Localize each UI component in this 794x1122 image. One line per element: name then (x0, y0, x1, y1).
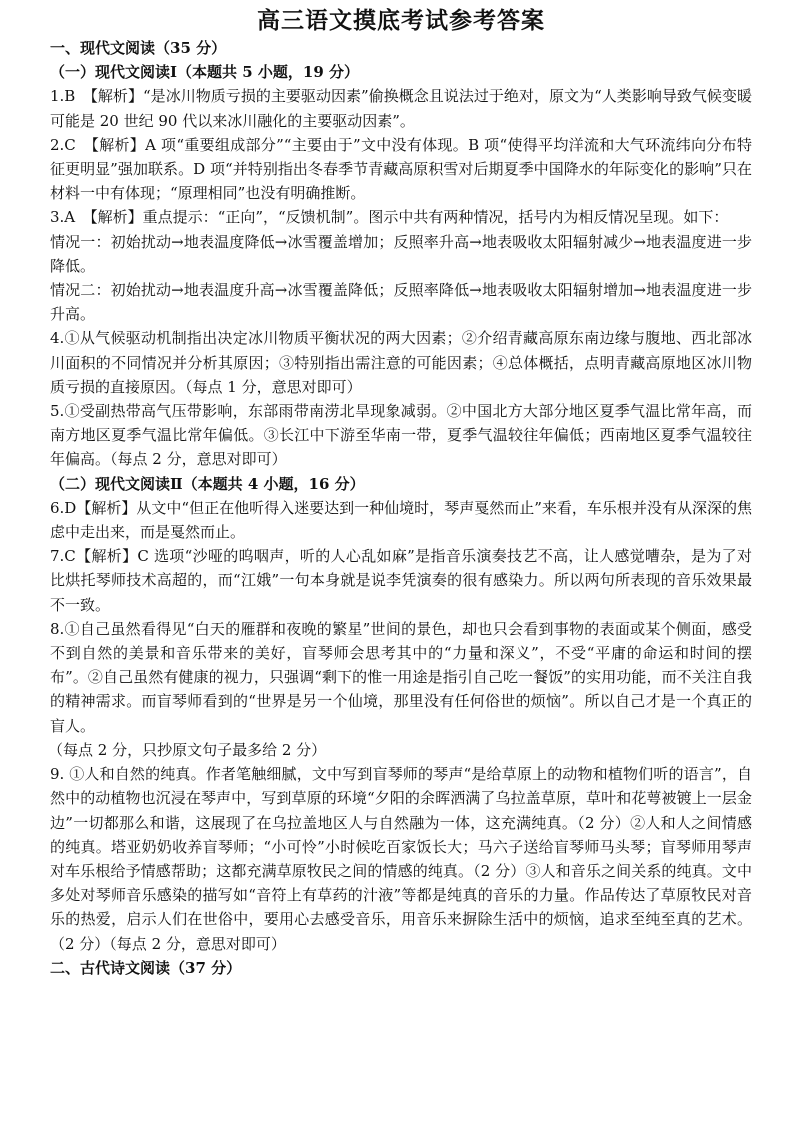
answer-q3: 3.A 【解析】重点提示：“正向”，“反馈机制”。图示中共有两种情况，括号内为相反情况呈现。如下： (50, 208, 729, 227)
answer-q5: 5.①受副热带高气压带影响，东部雨带南涝北旱现象减弱。②中国北方大部分地区夏季气温比常年高，而南方地区夏季气温比常年偏低。③长江中下游至华南一带，夏季气温较往年偏低；西南地区夏季气温较往年偏高。（每点 2 分，意思对即可） (50, 402, 752, 469)
section-heading-modern-reading: 一、现代文阅读（35 分） (50, 39, 227, 57)
answer-q2: 2.C 【解析】A 项“重要组成部分”“主要由于”文中没有体现。B 项“使得平均洋流和大气环流纬向分布特征更明显”强加联系。D 项“并特别指出冬春季节青藏高原积雪对后期夏季中国降水的年际变化的影响”只在材料一中有体现；“原理相同”也没有明确推断。 (50, 135, 752, 203)
answer-q3-case1: 情况一：初始扰动→地表温度降低→冰雪覆盖增加；反照率升高→地表吸收太阳辐射减少→地表温度进一步降低。 (50, 232, 752, 275)
subsection-heading-reading-2: （二）现代文阅读Ⅱ（本题共 4 小题，16 分） (50, 474, 365, 493)
answer-q4: 4.①从气候驱动机制指出决定冰川物质平衡状况的两大因素；②介绍青藏高原东南边缘与腹地、西北部冰川面积的不同情况并分析其原因；③特别指出需注意的可能因素；④总体概括，点明青藏高原地区冰川物质亏损的直接原因。（每点 1 分，意思对即可） (50, 329, 752, 396)
section-heading-classical-reading: 二、古代诗文阅读（37 分） (50, 958, 242, 977)
page-title: 高三语文摸底考试参考答案 (257, 7, 545, 34)
answer-q7: 7.C【解析】C 选项“沙哑的呜咽声，听的人心乱如麻”是指音乐演奏技艺不高，让人感觉嘈杂，是为了对比烘托琴师技术高超的，而“江娥”一句本身就是说李凭演奏的很有感染力。所以两句所表现的音乐效果最不一致。 (50, 547, 752, 614)
answer-q8-scoring: （每点 2 分，只抄原文句子最多给 2 分） (48, 740, 327, 759)
answer-q9: 9. ①人和自然的纯真。作者笔触细腻，文中写到盲琴师的琴声“是给草原上的动物和植物们听的语言”，自然中的动植物也沉浸在琴声中，写到草原的环境“夕阳的余晖洒满了乌拉盖草原，草叶和花萼被镀上一层金边”一切都那么和谐，这展现了在乌拉盖地区人与自然融为一体，这充满纯真。（2 分）②人和人之间情感的纯真。塔亚奶奶收养盲琴师；“小可怜”小时候吃百家饭长大；马六子送给盲琴师马头琴；盲琴师用琴声对车乐根给予情感帮助；这都充满草原牧民之间的情感的纯真。（2 分）③人和音乐之间关系的纯真。文中多处对琴师音乐感染的描写如“音符上有草药的汁液”等都是纯真的音乐的力量。作品传达了草原牧民对音乐的热爱，启示人们在世俗中，要用心去感受音乐，用音乐来摒除生活中的烦恼，追求至纯至真的艺术。（2 分）（每点 2 分，意思对即可） (50, 765, 752, 953)
answer-q8: 8.①自己虽然看得见“白天的雁群和夜晚的繁星”世间的景色，却也只会看到事物的表面或某个侧面，感受不到自然的美景和音乐带来的美好，盲琴师会思考其中的“力量和深义”，不受“平庸的命运和时间的摆布”。②自己虽然有健康的视力，只强调“剩下的惟一用途是指引自己吃一餐饭”的实用功能，而不关注自我的精神需求。而盲琴师看到的“世界是另一个仙境，那里没有任何俗世的烦恼”。所以自己才是一个真正的盲人。 (50, 619, 752, 735)
subsection-heading-reading-1: （一）现代文阅读Ⅰ（本题共 5 小题，19 分） (50, 63, 359, 82)
answer-q1: 1.B 【解析】“是冰川物质亏损的主要驱动因素”偷换概念且说法过于绝对，原文为“人类影响导致气候变暖可能是 20 世纪 90 代以来冰川融化的主要驱动因素”。 (50, 87, 752, 130)
answer-q3-case2: 情况二：初始扰动→地表温度升高→冰雪覆盖降低；反照率降低→地表吸收太阳辐射增加→地表温度进一步升高。 (50, 281, 752, 324)
answer-q6: 6.D【解析】从文中“但正在他听得入迷要达到一种仙境时，琴声戛然而止”来看，车乐根并没有从深深的焦虑中走出来，而是戛然而止。 (50, 498, 752, 542)
